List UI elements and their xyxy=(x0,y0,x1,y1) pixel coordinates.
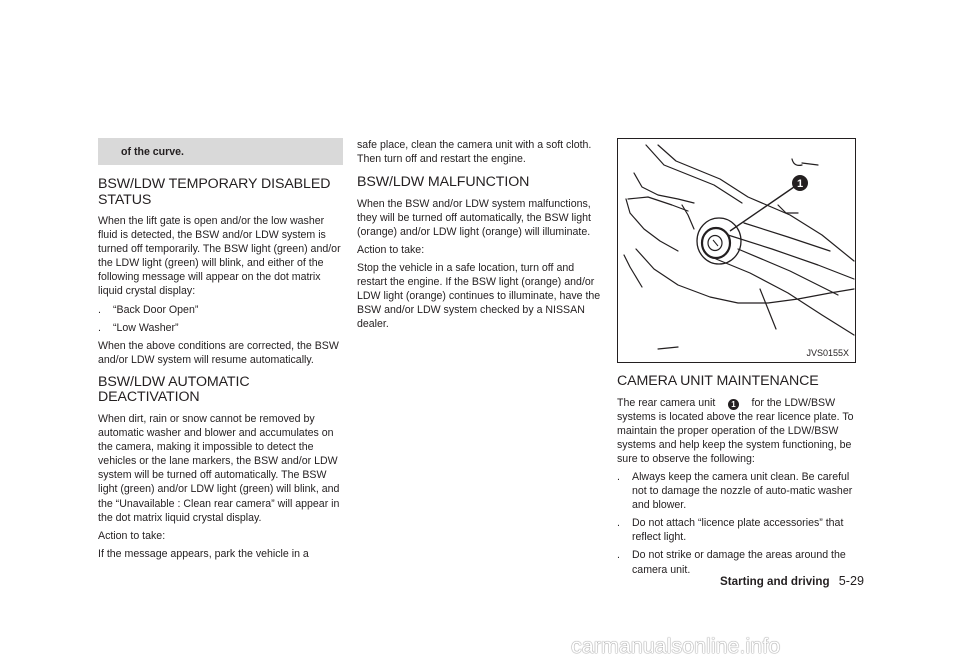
camera-unit-figure xyxy=(617,138,856,363)
watermark: carmanualsonline.info xyxy=(571,634,781,658)
intro-text-a: The rear camera unit xyxy=(617,396,716,409)
column-right xyxy=(617,138,862,581)
paragraph-if-message: If the message appears, park the vehicle in a xyxy=(98,547,309,560)
list-item xyxy=(617,470,862,512)
figure-code: JVS0155X xyxy=(806,348,849,358)
callout-1-icon: 1 xyxy=(728,399,739,410)
bullet-icon: . xyxy=(617,549,620,562)
list-item-text: Do not strike or damage the areas around the camera unit. xyxy=(632,549,846,576)
paragraph-automatic-deactivation: When dirt, rain or snow cannot be removed by automatic washer and blower and accumulates on the camera, making it impossible to detect the vehicles or the lane markers, the BSW and/or LDW system will be turned off automatically. The BSW light (green) and/or LDW light (green) will blink, and the “Unavailable : Clean rear camera” will appear in the dot matrix liquid crystal display. xyxy=(98,412,340,524)
paragraph-action-label: Action to take: xyxy=(357,243,425,256)
paragraph-malfunction: When the BSW and/or LDW system malfunctions, they will be turned off automatically, the BSW light (orange) and/or LDW light (orange) will illuminate. xyxy=(357,197,591,238)
camera-unit-illustration xyxy=(618,139,855,362)
list-item xyxy=(98,303,343,317)
paragraph-continued: safe place, clean the camera unit with a soft cloth. Then turn off and restart the engine. xyxy=(357,139,592,166)
column-left xyxy=(98,138,343,561)
list-item xyxy=(617,548,862,576)
heading-malfunction: BSW/LDW MALFUNCTION xyxy=(357,174,530,191)
page-number: 5-29 xyxy=(838,574,864,588)
bullet-icon: . xyxy=(617,517,620,530)
list-item xyxy=(617,516,862,544)
heading-camera-maintenance: CAMERA UNIT MAINTENANCE xyxy=(617,373,819,389)
paragraph-temporary-disabled: When the lift gate is open and/or the low washer fluid is detected, the BSW and/or LDW system is turned off temporarily. The BSW light (green) and/or the LDW light (green) will blink, and either of the following message will appear on the dot matrix liquid crystal display: xyxy=(98,215,341,298)
list-item-text: Always keep the camera unit clean. Be careful not to damage the nozzle of auto-matic washer and blower. xyxy=(632,470,853,512)
paragraph-maintenance-intro xyxy=(617,396,862,466)
list-item-text: “Low Washer” xyxy=(113,321,179,334)
paragraph-stop-vehicle: Stop the vehicle in a safe location, turn off and restart the engine. If the BSW light (orange) and/or LDW light (orange) continues to illuminate, have the BSW and/or LDW system checked by a NISSAN dealer. xyxy=(357,262,601,331)
bullet-icon: . xyxy=(617,470,620,483)
heading-temporary-disabled: BSW/LDW TEMPORARY DISABLED STATUS xyxy=(98,176,331,208)
intro-text-b: for the LDW/BSW systems is located above the rear licence plate. To maintain the proper operation of the LDW/BSW systems and help keep the system functioning, be sure to observe the following: xyxy=(617,396,854,465)
footer-section-title: Starting and driving xyxy=(720,575,830,588)
bullet-icon: . xyxy=(98,303,101,316)
callout-1-icon xyxy=(792,175,808,191)
paragraph-action-label: Action to take: xyxy=(98,529,166,542)
bullet-icon: . xyxy=(98,321,101,334)
paragraph-resume: When the above conditions are corrected, the BSW and/or LDW system will resume automatically. xyxy=(98,339,339,366)
callout-number: 1 xyxy=(796,178,804,190)
column-middle xyxy=(357,138,602,332)
list-item-text: Do not attach “licence plate accessories” that reflect light. xyxy=(632,517,844,544)
list-item xyxy=(98,321,343,335)
page-footer xyxy=(654,574,864,589)
heading-automatic-deactivation: BSW/LDW AUTOMATIC DEACTIVATION xyxy=(98,373,250,406)
warning-box-continuation: of the curve. xyxy=(98,138,343,165)
list-item-text: “Back Door Open” xyxy=(113,303,199,316)
